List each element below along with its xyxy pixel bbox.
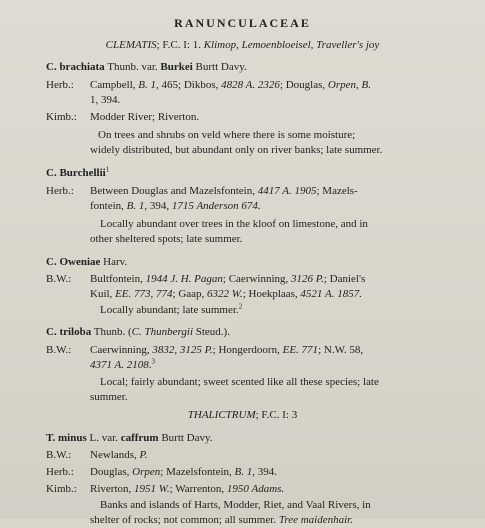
species-oweniae: [46, 255, 127, 270]
species-name: C. triloba: [46, 326, 92, 338]
note-line: [100, 303, 242, 318]
record-text: .: [148, 359, 152, 371]
record-ref: 1715 Anderson 674.: [171, 200, 261, 212]
record-line: 1, 394.: [90, 94, 121, 106]
note-line: summer.: [90, 391, 128, 403]
note-line: widely distributed, but abundant only on river banks; late summer.: [90, 144, 383, 156]
record-line: [90, 272, 365, 287]
genus-thalictrum: [0, 408, 485, 423]
record-ref: 4417 A. 1905: [257, 185, 317, 197]
note-text: Locally abundant; late summer.: [100, 304, 239, 316]
record-ref: EE. 771: [282, 344, 319, 356]
record-text: , 394,: [144, 200, 172, 212]
authority: Thunb. (: [91, 326, 132, 338]
record-line: [90, 482, 284, 497]
record-ref: 3126 P.: [291, 273, 324, 285]
record-ref: B. 1: [234, 466, 253, 478]
note-line: other sheltered spots; late summer.: [90, 233, 243, 245]
record-line: [90, 343, 363, 358]
note-line: Banks and islands of Harts, Modder, Riet, and Vaal Rivers, in: [100, 499, 371, 511]
species-name: C. Burchellii: [46, 167, 106, 179]
genus-ref: ; F.C. I: 1.: [156, 39, 201, 51]
footnote-marker: 1: [105, 165, 110, 174]
record-ref: Orpen, B.: [327, 79, 371, 91]
record-text: ; Douglas,: [279, 79, 328, 91]
record-line: [90, 465, 277, 480]
synonym: C. Thunbergii: [131, 326, 193, 338]
record-text: , 465; Dikbos,: [156, 79, 222, 91]
record-text: Douglas,: [90, 466, 133, 478]
authority: Harv.: [100, 256, 128, 268]
footnote-marker: 3: [151, 357, 156, 366]
footnote-marker: 2: [238, 302, 243, 311]
species-minus: [46, 431, 213, 446]
record-ref: B. 1: [138, 79, 157, 91]
genus-common-names: Klimop, Lemoenbloeisel, Traveller's joy: [200, 39, 380, 51]
family-heading: RANUNCULACEAE: [174, 16, 311, 30]
region-label: B.W.:: [46, 344, 72, 356]
region-label: Kimb.:: [46, 111, 77, 123]
variety-authority: Burtt Davy.: [192, 61, 247, 73]
species-triloba: [46, 325, 230, 340]
variety-name: Burkei: [160, 61, 193, 73]
record-text: ; Hoekplaas,: [242, 288, 301, 300]
record-ref: 3832, 3125 P.: [152, 344, 213, 356]
region-label: Kimb.:: [46, 483, 77, 495]
record-line: [90, 358, 155, 373]
record-text: ; Mazelsfontein,: [160, 466, 235, 478]
record-text: , 394.: [252, 466, 277, 478]
record-text: ; N.W. 58,: [318, 344, 364, 356]
synonym-authority: Steud.).: [193, 326, 230, 338]
species-name: C. brachiata: [46, 61, 105, 73]
region-label: B.W.:: [46, 449, 72, 461]
common-name: Tree maidenhair.: [278, 514, 353, 526]
record-text: Riverton,: [90, 483, 134, 495]
note-text: shelter of rocks; not common; all summer.: [90, 514, 279, 526]
variety-name: caffrum: [120, 432, 159, 444]
record-text: Bultfontein,: [90, 273, 146, 285]
record-ref: 6322 W.: [207, 288, 243, 300]
record-line: [90, 287, 362, 302]
record-text: Caerwinning,: [90, 344, 153, 356]
region-label: Herb.:: [46, 466, 74, 478]
record-line: Modder River; Riverton.: [90, 111, 200, 123]
record-ref: 1950 Adams.: [226, 483, 285, 495]
record-text: ; Caerwinning,: [222, 273, 292, 285]
region-label: Herb.:: [46, 79, 74, 91]
record-line: [90, 184, 358, 199]
species-burchellii: [46, 166, 109, 181]
note-line: Locally abundant over trees in the kloof on limestone, and in: [100, 218, 368, 230]
record-line: [90, 448, 148, 463]
record-ref: 4521 A. 1857.: [300, 288, 362, 300]
record-text: fontein,: [90, 200, 127, 212]
genus-name: THALICTRUM: [187, 409, 256, 421]
note-line: On trees and shrubs on veld where there is some moisture;: [98, 129, 356, 141]
record-line: [90, 78, 371, 93]
species-name: T. minus: [46, 432, 87, 444]
note-line: [90, 513, 353, 528]
variety-authority: Burtt Davy.: [158, 432, 213, 444]
authority: L. var.: [86, 432, 121, 444]
genus-name: CLEMATIS: [105, 39, 157, 51]
record-text: Kuil,: [90, 288, 116, 300]
record-text: Newlands,: [90, 449, 140, 461]
record-ref: 1944 J. H. Pagan: [145, 273, 223, 285]
genus-ref: ; F.C. I: 3: [255, 409, 298, 421]
record-ref: EE. 773, 774: [115, 288, 173, 300]
authority: Thunb. var.: [104, 61, 161, 73]
record-ref: 4828 A. 2326: [221, 79, 280, 91]
region-label: Herb.:: [46, 185, 74, 197]
record-ref: P.: [139, 449, 148, 461]
record-text: ; Mazels-: [316, 185, 358, 197]
record-text: Between Douglas and Mazelsfontein,: [90, 185, 258, 197]
record-text: ; Warrenton,: [169, 483, 227, 495]
record-ref: Orpen: [132, 466, 161, 478]
species-name: C. Oweniae: [46, 256, 101, 268]
note-line: Local; fairly abundant; sweet scented like all these species; late: [100, 376, 379, 388]
record-text: Campbell,: [90, 79, 139, 91]
species-brachiata: [46, 60, 247, 75]
record-text: ; Gaap,: [172, 288, 208, 300]
record-ref: 4371 A. 2108: [90, 359, 149, 371]
record-text: ; Hongerdoorn,: [212, 344, 283, 356]
record-text: ; Daniel's: [323, 273, 366, 285]
record-line: [90, 199, 261, 214]
record-ref: B. 1: [126, 200, 145, 212]
region-label: B.W.:: [46, 273, 72, 285]
genus-clematis: [0, 38, 485, 53]
record-ref: 1951 W.: [134, 483, 170, 495]
